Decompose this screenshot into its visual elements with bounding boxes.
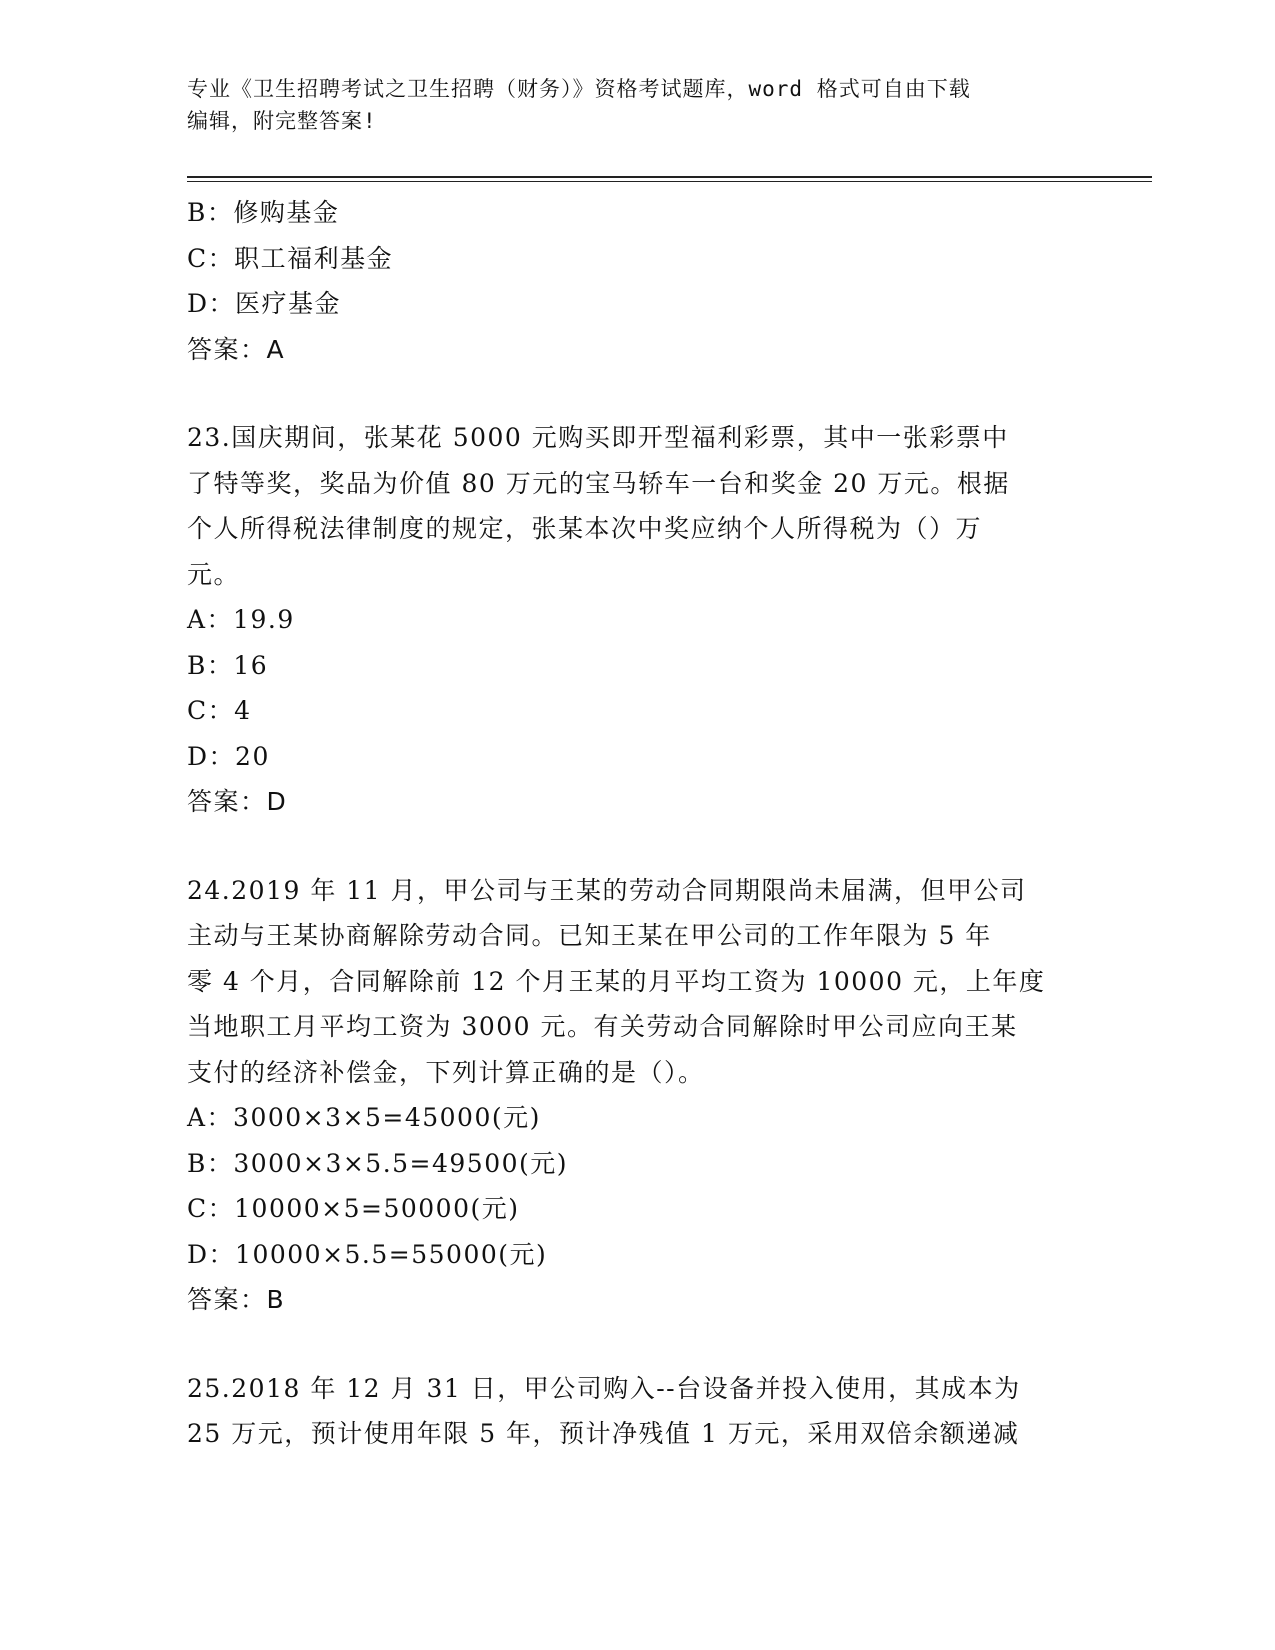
header-line-1: 专业《卫生招聘考试之卫生招聘（财务）》资格考试题库，word 格式可自由下载 [187, 77, 971, 101]
header-divider-thick [187, 176, 1152, 178]
question-stem-line: 了特等奖，奖品为价值 80 万元的宝马轿车一台和奖金 20 万元。根据 [187, 468, 1010, 498]
answer-line: 答案：B [187, 1285, 286, 1314]
question-stem-line: 支付的经济补偿金，下列计算正确的是（）。 [187, 1057, 705, 1087]
question-content [187, 190, 1077, 1457]
document-header [187, 73, 1077, 137]
option-b: B：3000×3×5.5=49500(元) [187, 1148, 569, 1178]
option-d: D：20 [187, 741, 270, 771]
option-d: D：10000×5.5=55000(元) [187, 1239, 548, 1269]
header-divider-thin [187, 181, 1152, 182]
option-c: C：职工福利基金 [187, 243, 394, 273]
option-c: C：4 [187, 696, 252, 725]
header-line-2: 编辑，附完整答案! [187, 109, 377, 133]
question-stem-line: 零 4 个月，合同解除前 12 个月王某的月平均工资为 10000 元，上年度 [187, 966, 1046, 996]
question-stem-line: 元。 [187, 559, 241, 589]
answer-line: 答案：D [187, 787, 288, 816]
question-stem-line: 25.2018 年 12 月 31 日，甲公司购入--台设备并投入使用，其成本为 [187, 1373, 1021, 1403]
question-25 [187, 1366, 1077, 1457]
option-b: B：修购基金 [187, 198, 340, 227]
question-stem-line: 主动与王某协商解除劳动合同。已知王某在甲公司的工作年限为 5 年 [187, 921, 992, 950]
answer-line: 答案：A [187, 334, 286, 364]
option-c: C：10000×5=50000(元) [187, 1194, 520, 1223]
option-b: B：16 [187, 650, 269, 680]
question-22-partial [187, 190, 1077, 372]
option-a: A：19.9 [187, 605, 295, 634]
question-stem-line: 当地职工月平均工资为 3000 元。有关劳动合同解除时甲公司应向王某 [187, 1012, 1018, 1041]
question-24 [187, 868, 1077, 1323]
question-stem-line: 25 万元，预计使用年限 5 年，预计净残值 1 万元，采用双倍余额递减 [187, 1419, 1020, 1448]
question-23 [187, 415, 1077, 825]
question-stem-line: 24.2019 年 11 月，甲公司与王某的劳动合同期限尚未届满，但甲公司 [187, 875, 1027, 905]
option-d: D：医疗基金 [187, 289, 342, 318]
question-stem-line: 23.国庆期间，张某花 5000 元购买即开型福利彩票，其中一张彩票中 [187, 423, 1009, 452]
option-a: A：3000×3×5=45000(元) [187, 1103, 541, 1132]
question-stem-line: 个人所得税法律制度的规定，张某本次中奖应纳个人所得税为（）万 [187, 514, 983, 543]
